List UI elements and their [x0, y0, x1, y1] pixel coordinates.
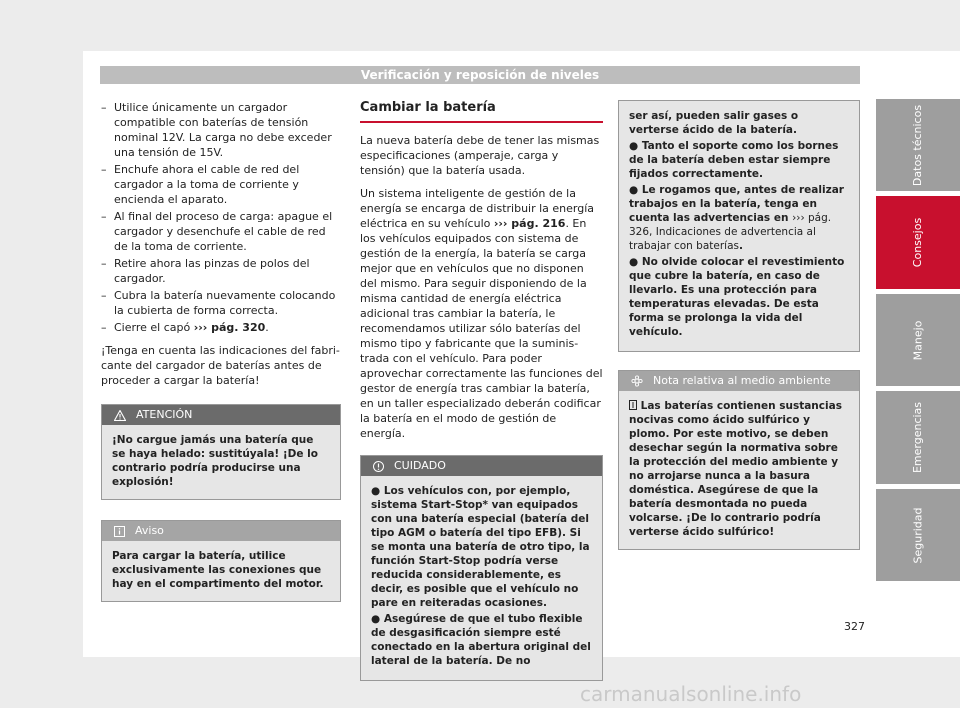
warning-text: ¡No cargue jamás una batería que se haya helado: sustitúyala! ¡De lo contrario podría producirse una explosión!: [102, 425, 340, 499]
tab-label: Datos técnicos: [911, 104, 925, 186]
notice-title: Aviso: [135, 524, 164, 537]
bullet-icon: ●: [629, 184, 639, 196]
bullet-text: Tanto el soporte como los bornes de la batería deben estar siempre fijados correctamente.: [629, 140, 839, 180]
warning-header: [102, 405, 340, 425]
environment-note-body: Las baterías contienen sustancias nocivas como ácido sulfúrico y plomo. Por este motivo, se deben desechar según la normativa sobre la protección del medio ambiente y no arrojarse nunca a la basura doméstica. Asegúrese de que la batería desmontada no pueda volcarse. ¡De lo contrario podría verterse ácido sulfúrico!: [629, 400, 842, 538]
column-1: [101, 100, 341, 602]
bullet-item: [629, 255, 849, 339]
watermark: carmanualsonline.info: [580, 682, 802, 706]
column-3: [618, 100, 860, 550]
tab-label: Emergencias: [911, 401, 925, 474]
body-paragraph: [360, 186, 603, 441]
page-reference-link[interactable]: ››› pág. 216: [493, 217, 566, 230]
body-paragraph: La nueva batería debe de tener las mismas especificaciones (amperaje, carga y tensión) que la batería usada.: [360, 134, 600, 177]
environment-note-header: [619, 371, 859, 391]
tab-label: Manejo: [911, 320, 925, 360]
paragraph-text: . En los vehículos equipados con sistema de gestión de la energía, la batería se carga mejor que en vehículos que no disponen del mismo. Para seguir disponiendo de la misma cantidad de energía eléctrica adicional tras cambiar la batería, le recomendamos utilizar sólo baterías del mismo tipo y fabricante que la suministrada con el vehículo. Para poder aprovechar correctamente las funciones del gestor de energía tras cambiar la batería, en un taller especializado deberán codificar la batería en el modo de gestión de energía.: [360, 217, 603, 440]
info-icon: [114, 526, 125, 537]
bullet-icon: ●: [371, 485, 381, 497]
body-paragraph: ¡Tenga en cuenta las indicaciones del fabricante del cargador de baterías antes de proceder a cargar la batería!: [101, 344, 340, 387]
bullet-item: [629, 183, 849, 253]
section-title: Cambiar la batería: [360, 100, 603, 123]
list-item-text: Cierre el capó: [114, 321, 194, 334]
bullet-text-end: .: [738, 240, 743, 252]
caution-box: [360, 455, 603, 681]
page-reference-link[interactable]: ››› pág. 320: [193, 321, 266, 334]
environment-note-title: Nota relativa al medio ambiente: [653, 374, 831, 387]
list-item: – Cubra la batería nuevamente colocando la cubierta de forma correcta.: [101, 288, 341, 318]
bullet-item: [371, 484, 592, 610]
list-item: – Utilice únicamente un cargador compatible con baterías de tensión nominal 12V. La carga no debe exceder una tensión de 15V.: [101, 100, 341, 160]
leaf-icon: [631, 375, 643, 387]
notice-text: Para cargar la batería, utilice exclusivamente las conexiones que hay en el compartimento del motor.: [102, 541, 340, 601]
tab-manejo[interactable]: [876, 294, 960, 386]
caution-text: [361, 476, 602, 680]
caution-icon: [373, 461, 384, 472]
bullet-text: Asegúrese de que el tubo flexible de desgasificación siempre esté conectado en la abertura original del lateral de la batería. De no: [371, 613, 591, 667]
page-header-title: Verificación y reposición de niveles: [100, 66, 860, 84]
caution-continued-text: ser así, pueden salir gases o verterse ácido de la batería.: [629, 110, 799, 136]
notice-box: [101, 520, 341, 602]
tab-consejos[interactable]: [876, 196, 960, 289]
bullet-icon: ●: [629, 140, 639, 152]
tab-seguridad[interactable]: [876, 489, 960, 581]
column-2: [360, 100, 603, 681]
caution-header: [361, 456, 602, 476]
bullet-text: No olvide colocar el revestimiento que cubre la batería, en caso de llevarlo. Es una protección para temperaturas elevadas. De esta forma se prolonga la vida del vehículo.: [629, 256, 845, 338]
list-item: – Enchufe ahora el cable de red del cargador a la toma de corriente y encienda el aparato.: [101, 162, 341, 207]
info-square-icon: [629, 400, 637, 410]
warning-triangle-icon: [114, 410, 126, 421]
warning-box: [101, 404, 341, 500]
tab-emergencias[interactable]: [876, 391, 960, 484]
tab-datos-tecnicos[interactable]: [876, 99, 960, 191]
caution-title: CUIDADO: [394, 459, 446, 472]
bullet-item: [371, 612, 592, 668]
list-item: [101, 320, 341, 335]
paragraph-text: Un sistema inteligente de gestión de la energía se encarga de distribuir la energía eléctrica en su vehículo: [360, 187, 595, 230]
bullet-icon: ●: [371, 613, 381, 625]
page-reference-link[interactable]: ››› pág. 326, Indicaciones de advertencia al trabajar con baterías: [629, 212, 832, 252]
bullet-text: Los vehículos con, por ejemplo, sistema Start-Stop* van equipados con una batería especial (batería del tipo AGM o batería del tipo EFB). Si se monta una batería de otro tipo, la función Start-Stop podría verse reducida considerablemente, es decir, es posible que el vehículo no pare en reiteradas ocasiones.: [371, 485, 590, 609]
environment-note-box: [618, 370, 860, 550]
notice-header: [102, 521, 340, 541]
list-item-end: .: [265, 321, 269, 334]
caution-continued-box: [618, 100, 860, 352]
bullet-item: [629, 139, 849, 181]
list-item: – Al final del proceso de carga: apague el cargador y desenchufe el cable de red de la toma de corriente.: [101, 209, 341, 254]
environment-note-text: [619, 391, 859, 549]
bullet-text: Le rogamos que, antes de realizar trabajos en la batería, tenga en cuenta las advertencias en: [629, 184, 844, 224]
list-item: – Retire ahora las pinzas de polos del cargador.: [101, 256, 341, 286]
warning-title: ATENCIÓN: [136, 408, 193, 421]
page-number: 327: [844, 620, 865, 633]
tab-label: Seguridad: [911, 507, 925, 563]
bullet-icon: ●: [629, 256, 639, 268]
tab-label: Consejos: [911, 217, 925, 268]
